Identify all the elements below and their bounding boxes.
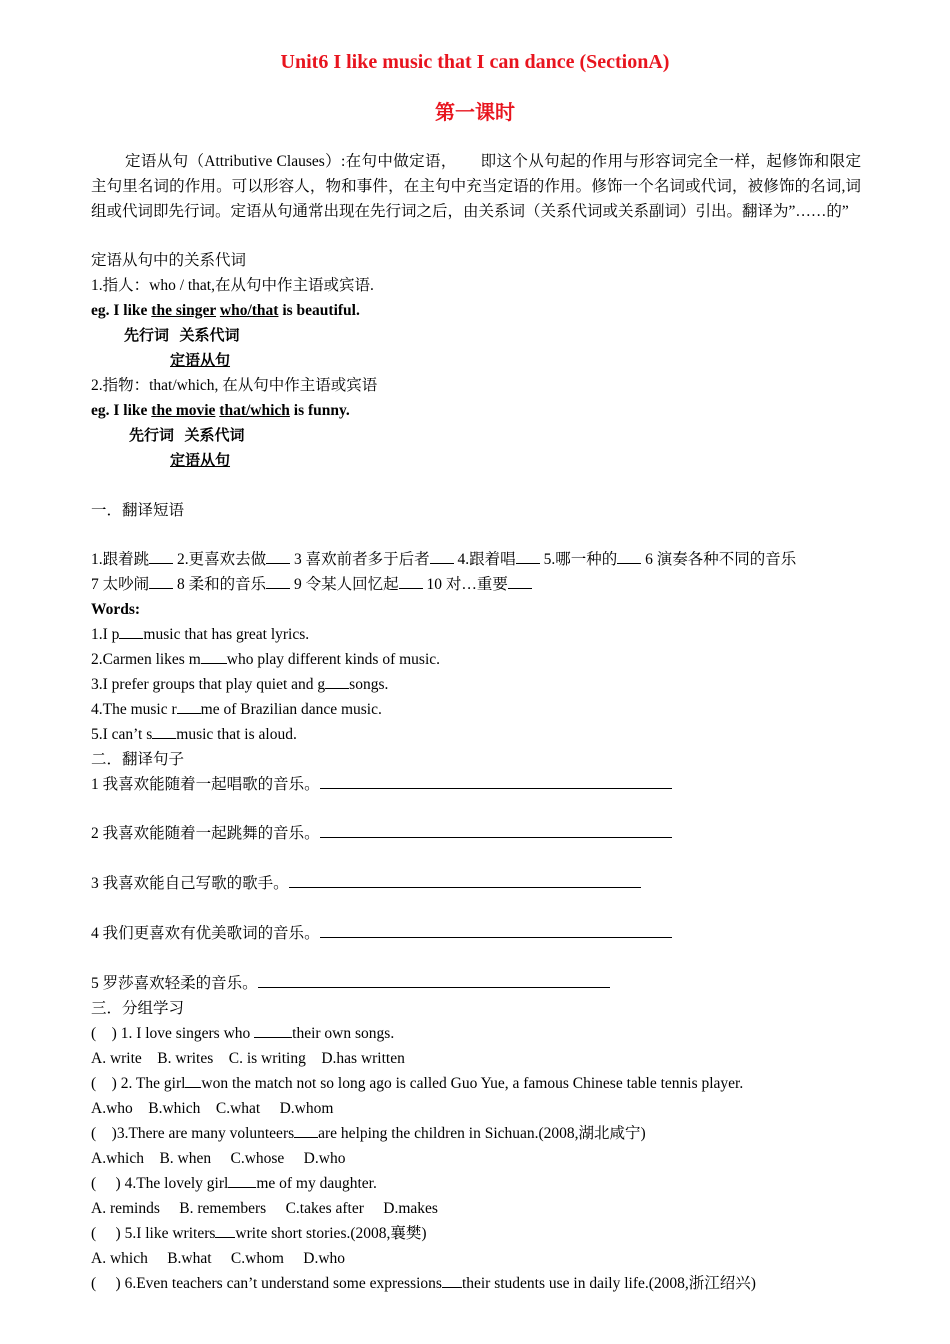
word-item-after: me of Brazilian dance music. — [200, 701, 382, 718]
translation-item — [91, 772, 672, 797]
lesson-subtitle: 第一课时 — [435, 100, 515, 124]
answer-blank[interactable] — [149, 572, 173, 589]
example-1-clause-label — [162, 348, 258, 373]
word-item — [91, 697, 382, 722]
section-2-heading: 二．翻译句子 — [91, 751, 185, 768]
word-item-before: 3.I prefer groups that play quiet and g — [91, 676, 326, 693]
example-2-rest: is funny. — [289, 402, 350, 419]
intro-paragraph: 定语从句（Attributive Clauses）:在句中做定语， 即这个从句起的作用与形容词完全一样，起修饰和限定主句里名词的作用。可以形容人，物和事件，在主句中充当定语的作用。修饰一个名词或代词，被修饰的名词,词组或代词即先行词。定语从句通常出现在先行词之后，由关系词（关系代词或关系副词）引出。翻译为”……的” — [91, 153, 861, 220]
question-stem-before: ( ) 5.I like writers — [91, 1225, 216, 1242]
question-stem — [91, 1271, 756, 1296]
answer-blank[interactable] — [430, 547, 454, 564]
phrases-line-1 — [91, 547, 796, 572]
phrases-line-2 — [91, 572, 532, 597]
answer-blank[interactable] — [325, 672, 349, 689]
thing-rule: 2.指物：that/which, 在从句中作主语或宾语 — [91, 377, 378, 394]
question-options: A. write B. writes C. is writing D.has written — [91, 1050, 405, 1067]
question-stem-after: me of my daughter. — [256, 1175, 377, 1192]
phrase-item: 9 令某人回忆起 — [290, 576, 399, 593]
example-1-antecedent: the singer — [151, 302, 217, 319]
example-2 — [91, 398, 350, 423]
answer-line[interactable] — [289, 871, 641, 888]
example-2-antecedent: the movie — [151, 402, 216, 419]
person-rule: 1.指人：who / that,在从句中作主语或宾语. — [91, 277, 374, 294]
phrase-item: 10 对…重要 — [422, 576, 508, 593]
example-1-label-antecedent: 先行词 — [124, 326, 170, 344]
question-stem-after: their own songs. — [292, 1025, 395, 1042]
phrase-item: 5.哪一种的 — [539, 551, 618, 568]
translation-prompt: 3 我喜欢能自己写歌的歌手。 — [91, 875, 289, 892]
section-3-heading: 三．分组学习 — [91, 1000, 185, 1017]
example-1-labels — [124, 323, 239, 348]
question-stem — [91, 1071, 743, 1096]
words-heading: Words: — [91, 601, 141, 618]
example-1-prefix: eg. I like — [91, 302, 152, 319]
word-item-before: 1.I p — [91, 626, 120, 643]
phrase-item: 3 喜欢前者多于后者 — [290, 551, 430, 568]
translation-prompt: 4 我们更喜欢有优美歌词的音乐。 — [91, 925, 320, 942]
question-stem-after: write short stories.(2008,襄樊) — [235, 1225, 427, 1242]
example-1-label-clause: 定语从句 — [170, 351, 231, 369]
answer-blank[interactable] — [508, 572, 532, 589]
answer-line[interactable] — [258, 971, 610, 988]
answer-blank[interactable] — [617, 547, 641, 564]
question-stem-before: ( ) 4.The lovely girl — [91, 1175, 229, 1192]
answer-blank[interactable] — [266, 547, 290, 564]
example-2-pronoun: that/which — [219, 402, 290, 419]
example-2-clause-label — [162, 448, 258, 473]
translation-item — [91, 821, 672, 846]
answer-blank[interactable] — [442, 1271, 462, 1288]
answer-blank[interactable] — [266, 572, 290, 589]
phrase-item: 8 柔和的音乐 — [173, 576, 267, 593]
answer-blank[interactable] — [185, 1071, 201, 1088]
answer-blank[interactable] — [215, 1221, 235, 1238]
example-1-rest: is beautiful. — [278, 302, 360, 319]
question-stem-before: ( ) 6.Even teachers can’t understand some expressions — [91, 1275, 442, 1292]
phrase-item: 2.更喜欢去做 — [173, 551, 267, 568]
word-item — [91, 622, 309, 647]
answer-blank[interactable] — [294, 1121, 318, 1138]
translation-item — [91, 971, 610, 996]
translation-item — [91, 871, 641, 896]
question-stem-before: ( ) 1. I love singers who — [91, 1025, 255, 1042]
answer-blank[interactable] — [228, 1171, 256, 1188]
word-item-after: who play different kinds of music. — [226, 651, 441, 668]
phrase-item: 1.跟着跳 — [91, 551, 150, 568]
phrase-item: 6 演奏各种不同的音乐 — [641, 551, 797, 568]
word-item-before: 4.The music r — [91, 701, 177, 718]
answer-line[interactable] — [320, 772, 672, 789]
translation-item — [91, 921, 672, 946]
word-item — [91, 722, 297, 747]
question-stem-before: ( )3.There are many volunteers — [91, 1125, 295, 1142]
question-stem-after: are helping the children in Sichuan.(2008,湖北咸宁) — [318, 1125, 646, 1142]
question-options: A.who B.which C.what D.whom — [91, 1100, 334, 1117]
question-options: A. which B.what C.whom D.who — [91, 1250, 346, 1267]
example-2-label-pronoun: 关系代词 — [184, 426, 245, 444]
question-stem — [91, 1221, 427, 1246]
phrase-item: 7 太吵闹 — [91, 576, 150, 593]
question-stem-before: ( ) 2. The girl — [91, 1075, 186, 1092]
answer-line[interactable] — [320, 921, 672, 938]
example-2-label-clause: 定语从句 — [170, 451, 231, 469]
phrase-item: 4.跟着唱 — [453, 551, 516, 568]
example-2-prefix: eg. I like — [91, 402, 152, 419]
relative-pronouns-heading: 定语从句中的关系代词 — [91, 252, 247, 269]
word-item-after: music that is aloud. — [176, 726, 297, 743]
answer-blank[interactable] — [399, 572, 423, 589]
answer-blank[interactable] — [254, 1021, 292, 1038]
question-options: A.which B. when C.whose D.who — [91, 1150, 346, 1167]
answer-blank[interactable] — [119, 622, 143, 639]
example-1-pronoun: who/that — [219, 302, 279, 319]
example-2-labels — [129, 423, 244, 448]
answer-blank[interactable] — [149, 547, 173, 564]
example-1 — [91, 298, 360, 323]
answer-blank[interactable] — [177, 697, 201, 714]
word-item-before: 2.Carmen likes m — [91, 651, 201, 668]
translation-prompt: 5 罗莎喜欢轻柔的音乐。 — [91, 975, 258, 992]
translation-prompt: 1 我喜欢能随着一起唱歌的音乐。 — [91, 776, 320, 793]
question-stem-after: won the match not so long ago is called Guo Yue, a famous Chinese table tennis player. — [201, 1075, 744, 1092]
section-1-heading: 一．翻译短语 — [91, 502, 185, 519]
question-stem — [91, 1171, 377, 1196]
example-1-label-pronoun: 关系代词 — [179, 326, 240, 344]
question-options: A. reminds B. remembers C.takes after D.makes — [91, 1200, 438, 1217]
example-2-label-antecedent: 先行词 — [129, 426, 175, 444]
word-item-after: songs. — [349, 676, 389, 693]
question-stem — [91, 1121, 646, 1146]
word-item — [91, 672, 388, 697]
answer-blank[interactable] — [201, 647, 227, 664]
translation-prompt: 2 我喜欢能随着一起跳舞的音乐。 — [91, 825, 320, 842]
page-title: Unit6 I like music that I can dance (SectionA) — [280, 51, 670, 73]
answer-blank[interactable] — [516, 547, 540, 564]
word-item — [91, 647, 440, 672]
word-item-after: music that has great lyrics. — [143, 626, 310, 643]
word-item-before: 5.I can’t s — [91, 726, 153, 743]
answer-blank[interactable] — [152, 722, 176, 739]
question-stem-after: their students use in daily life.(2008,浙江绍兴) — [461, 1275, 756, 1292]
answer-line[interactable] — [320, 821, 672, 838]
question-stem — [91, 1021, 394, 1046]
